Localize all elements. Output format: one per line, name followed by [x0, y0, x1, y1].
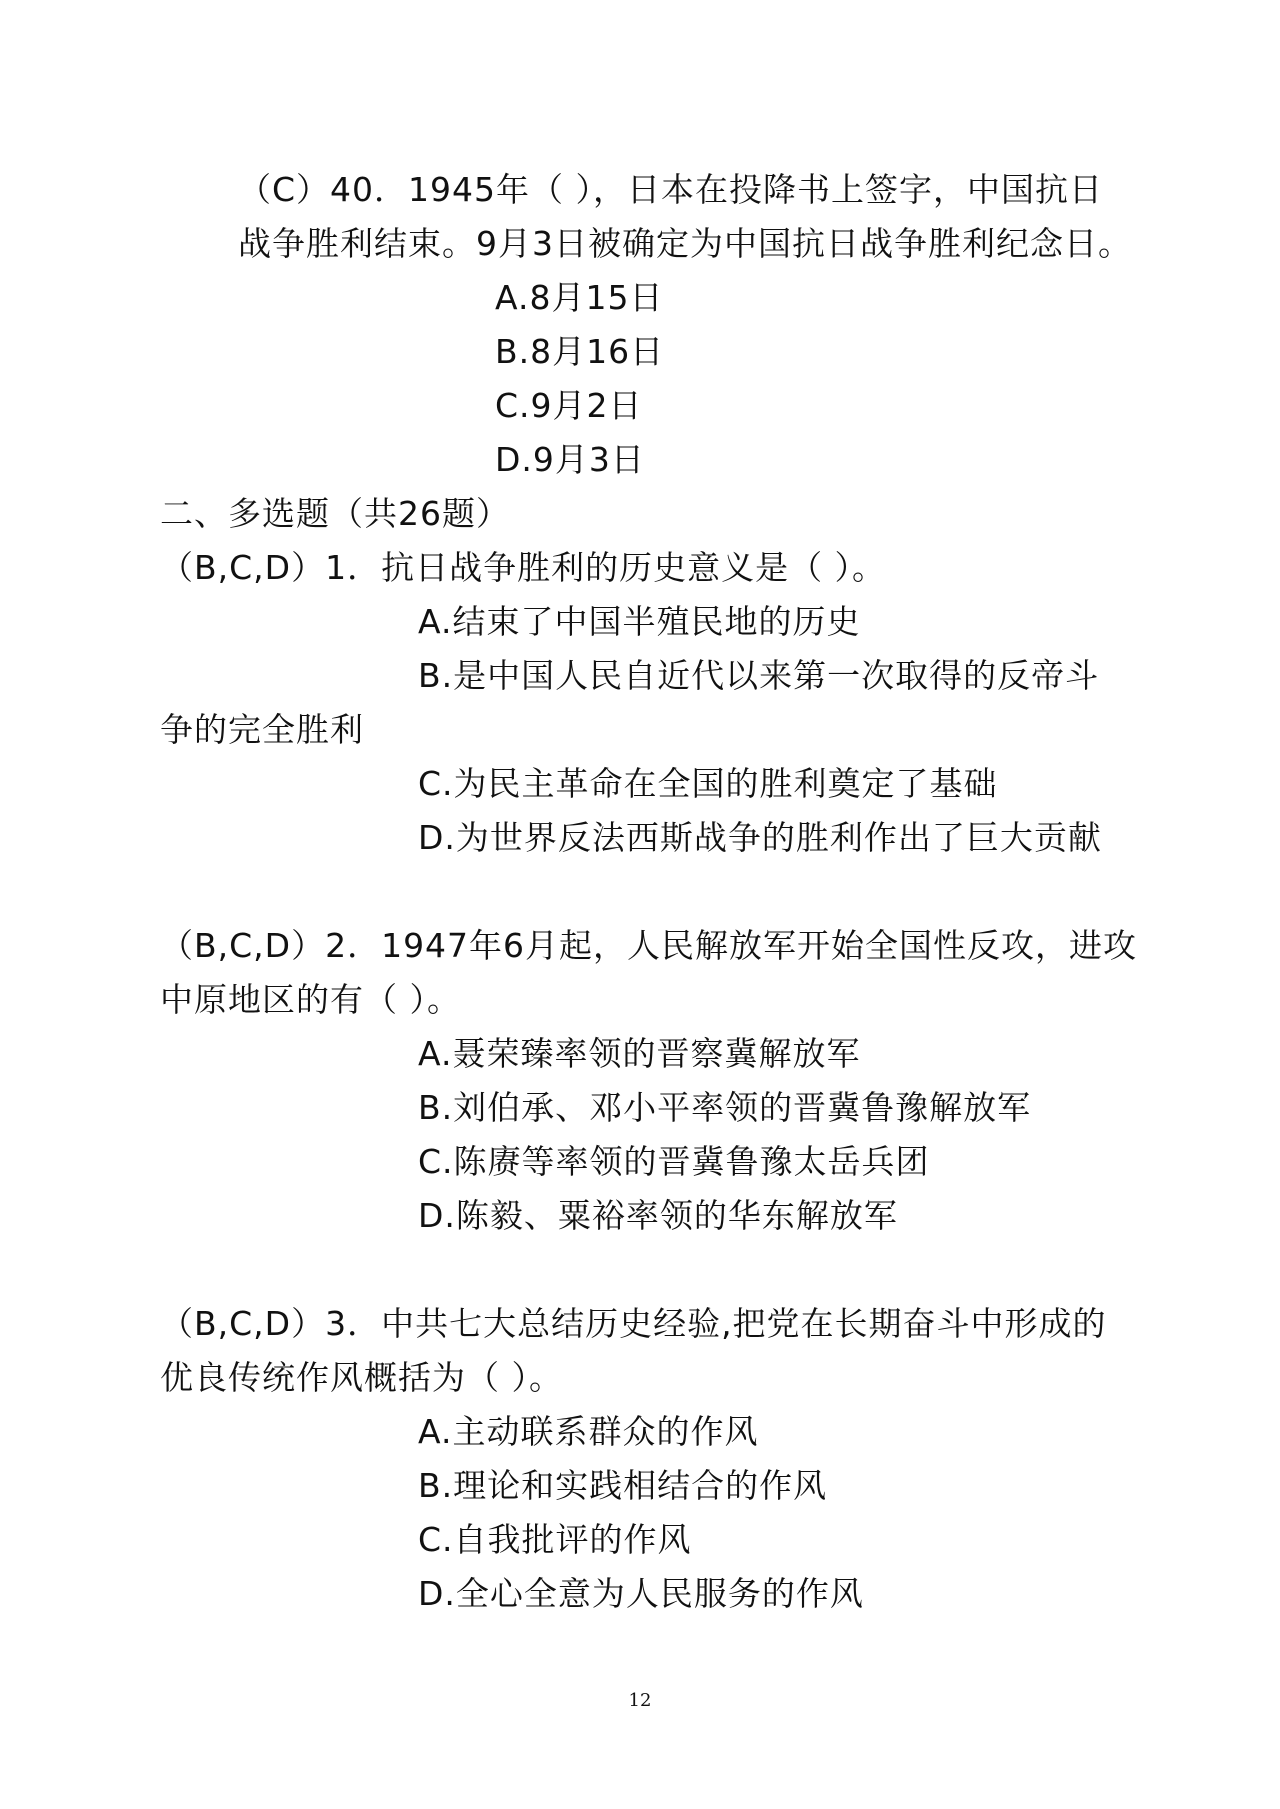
m2-option-c: C.陈赓等率领的晋冀鲁豫太岳兵团 [418, 1142, 930, 1181]
m3-option-d: D.全心全意为人民服务的作风 [418, 1574, 864, 1613]
m2-stem-line1: （B,C,D）2．1947年6月起，人民解放军开始全国性反攻，进攻 [160, 926, 1138, 965]
m1-stem: （B,C,D）1．抗日战争胜利的历史意义是（ ）。 [160, 548, 887, 587]
q40-option-a: A.8月15日 [495, 278, 664, 317]
m2-option-d: D.陈毅、粟裕率领的华东解放军 [418, 1196, 898, 1235]
m2-option-a: A.聂荣臻率领的晋察冀解放军 [418, 1034, 861, 1073]
q40-stem-line1: （C）40．1945年（ ），日本在投降书上签字，中国抗日 [238, 170, 1104, 209]
m1-option-d: D.为世界反法西斯战争的胜利作出了巨大贡献 [418, 818, 1102, 857]
m3-option-a: A.主动联系群众的作风 [418, 1412, 759, 1451]
q40-option-d: D.9月3日 [495, 440, 645, 479]
m3-stem-line1: （B,C,D）3．中共七大总结历史经验,把党在长期奋斗中形成的 [160, 1304, 1107, 1343]
page-number: 12 [628, 1690, 652, 1711]
m3-option-c: C.自我批评的作风 [418, 1520, 692, 1559]
m2-option-b: B.刘伯承、邓小平率领的晋冀鲁豫解放军 [418, 1088, 1032, 1127]
m3-stem-line2: 优良传统作风概括为（ ）。 [160, 1358, 563, 1397]
m2-stem-line2: 中原地区的有（ ）。 [160, 980, 461, 1019]
m1-option-b-line1: B.是中国人民自近代以来第一次取得的反帝斗 [418, 656, 1100, 695]
q40-stem-line2: 战争胜利结束。9月3日被确定为中国抗日战争胜利纪念日。 [238, 224, 1132, 263]
m1-option-a: A.结束了中国半殖民地的历史 [418, 602, 861, 641]
q40-option-c: C.9月2日 [495, 386, 643, 425]
section-title: 二、多选题（共26题） [160, 494, 510, 533]
m3-option-b: B.理论和实践相结合的作风 [418, 1466, 828, 1505]
m1-option-b-line2: 争的完全胜利 [160, 710, 364, 749]
m1-option-c: C.为民主革命在全国的胜利奠定了基础 [418, 764, 998, 803]
q40-option-b: B.8月16日 [495, 332, 665, 371]
